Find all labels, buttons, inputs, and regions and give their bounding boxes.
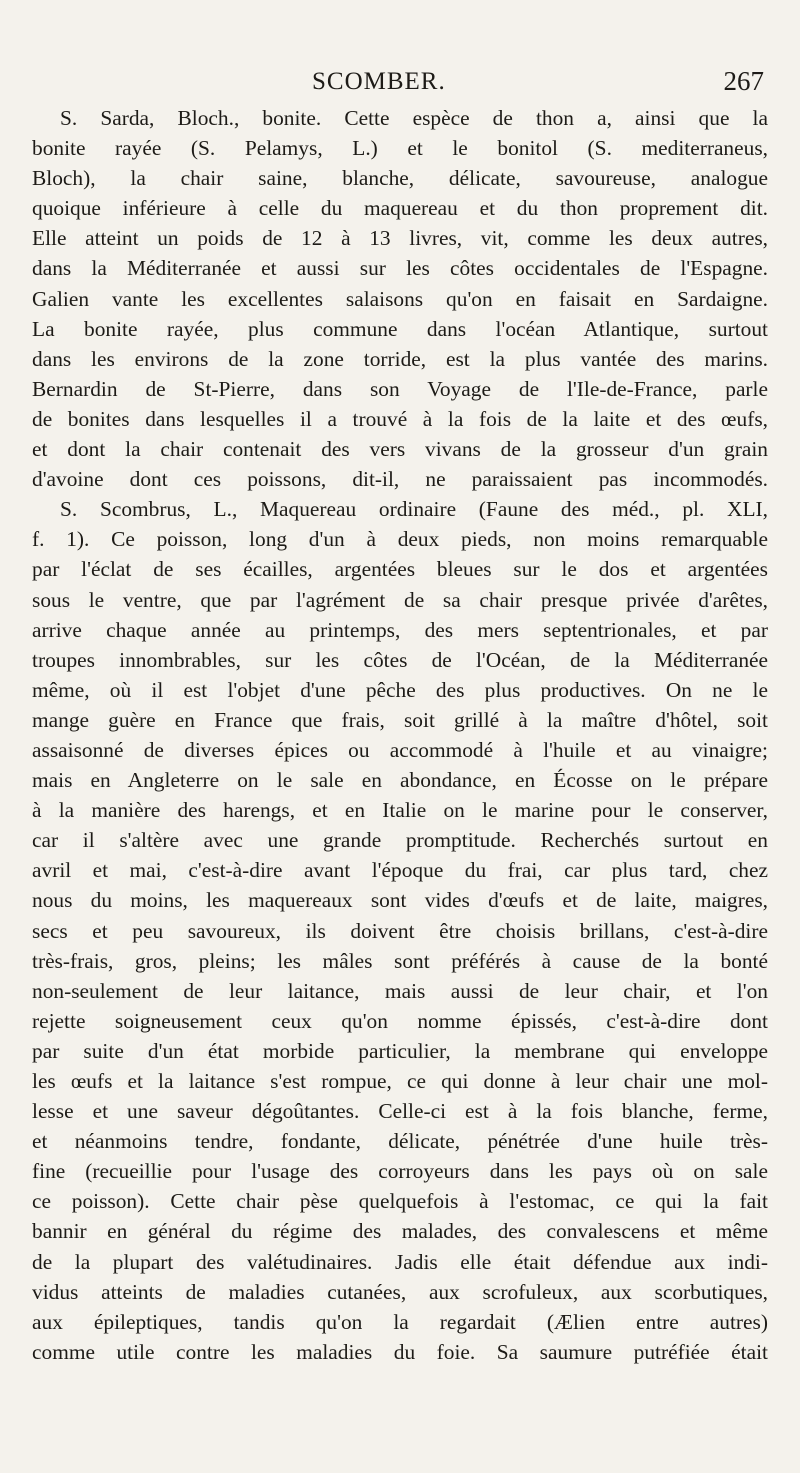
page-number: 267 bbox=[723, 66, 764, 96]
text-line: dans les environs de la zone torride, est la plus vantée des marins. bbox=[32, 346, 768, 371]
text-line: et dont la chair contenait des vers vivans de la grosseur d'un grain bbox=[32, 437, 768, 462]
text-line: La bonite rayée, plus commune dans l'océan Atlantique, surtout bbox=[32, 316, 768, 341]
text-line: très-frais, gros, pleins; les mâles sont préférés à cause de la bonté bbox=[32, 948, 768, 973]
text-line: car il s'altère avec une grande promptitude. Recherchés surtout en bbox=[32, 828, 768, 853]
text-line: Bloch), la chair saine, blanche, délicate, savoureuse, analogue bbox=[32, 166, 768, 191]
text-line: non-seulement de leur laitance, mais aussi de leur chair, et l'on bbox=[32, 978, 768, 1003]
text-line: troupes innombrables, sur les côtes de l'Océan, de la Méditerranée bbox=[32, 647, 768, 672]
text-line: même, où il est l'objet d'une pêche des plus productives. On ne le bbox=[32, 677, 768, 702]
text-line: assaisonné de diverses épices ou accommodé à l'huile et au vinaigre; bbox=[32, 737, 768, 762]
text-line: f. 1). Ce poisson, long d'un à deux pieds, non moins remarquable bbox=[32, 527, 768, 552]
text-line: bannir en général du régime des malades, des convalescens et même bbox=[32, 1219, 768, 1244]
text-line: ce poisson). Cette chair pèse quelquefois à l'estomac, ce qui la fait bbox=[32, 1189, 768, 1214]
text-line: Elle atteint un poids de 12 à 13 livres, vit, comme les deux autres, bbox=[32, 226, 768, 251]
text-line: à la manière des harengs, et en Italie on le marine pour le conserver, bbox=[32, 798, 768, 823]
text-line: sous le ventre, que par l'agrément de sa chair presque privée d'arêtes, bbox=[32, 587, 768, 612]
text-line: les œufs et la laitance s'est rompue, ce qui donne à leur chair une mol- bbox=[32, 1069, 768, 1093]
running-title: SCOMBER. bbox=[312, 68, 446, 95]
text-line: S. Scombrus, L., Maquereau ordinaire (Faune des méd., pl. XLI, bbox=[60, 497, 768, 522]
text-line: S. Sarda, Bloch., bonite. Cette espèce de thon a, ainsi que la bbox=[60, 106, 768, 130]
text-line: arrive chaque année au printemps, des mers septentrionales, et par bbox=[32, 617, 768, 642]
text-line: par l'éclat de ses écailles, argentées bleues sur le dos et argentées bbox=[32, 557, 768, 582]
text-line: mange guère en France que frais, soit grillé à la maître d'hôtel, soit bbox=[32, 707, 768, 732]
text-line: secs et peu savoureux, ils doivent être choisis brillans, c'est-à-dire bbox=[32, 918, 768, 943]
text-line: quoique inférieure à celle du maquereau et du thon proprement dit. bbox=[32, 196, 768, 221]
text-line: de la plupart des valétudinaires. Jadis elle était défendue aux indi- bbox=[32, 1249, 768, 1274]
text-line: lesse et une saveur dégoûtantes. Celle-ci est à la fois blanche, ferme, bbox=[32, 1099, 768, 1124]
text-line: mais en Angleterre on le sale en abondance, en Écosse on le prépare bbox=[32, 768, 768, 793]
text-line: bonite rayée (S. Pelamys, L.) et le bonitol (S. mediterraneus, bbox=[32, 136, 768, 161]
text-line: avril et mai, c'est-à-dire avant l'époque du frai, car plus tard, chez bbox=[32, 858, 768, 883]
text-line: Galien vante les excellentes salaisons qu'on en faisait en Sardaigne. bbox=[32, 286, 768, 311]
text-line: de bonites dans lesquelles il a trouvé à la fois de la laite et des œufs, bbox=[32, 406, 768, 431]
text-line: rejette soigneusement ceux qu'on nomme épissés, c'est-à-dire dont bbox=[32, 1008, 768, 1033]
body-text bbox=[32, 103, 768, 1367]
text-line: comme utile contre les maladies du foie. Sa saumure putréfiée était bbox=[32, 1339, 768, 1364]
text-line: aux épileptiques, tandis qu'on la regardait (Ælien entre autres) bbox=[32, 1309, 768, 1334]
text-line: et néanmoins tendre, fondante, délicate, pénétrée d'une huile très- bbox=[32, 1129, 768, 1154]
text-line: vidus atteints de maladies cutanées, aux scrofuleux, aux scorbutiques, bbox=[32, 1279, 768, 1304]
text-line: d'avoine dont ces poissons, dit-il, ne paraissaient pas incommodés. bbox=[32, 467, 768, 492]
text-line: par suite d'un état morbide particulier, la membrane qui enveloppe bbox=[32, 1038, 768, 1063]
text-line: fine (recueillie pour l'usage des corroyeurs dans les pays où on sale bbox=[32, 1159, 768, 1184]
text-line: dans la Méditerranée et aussi sur les côtes occidentales de l'Espagne. bbox=[32, 256, 768, 281]
text-line: Bernardin de St-Pierre, dans son Voyage de l'Ile-de-France, parle bbox=[32, 376, 768, 401]
text-line: nous du moins, les maquereaux sont vides d'œufs et de laite, maigres, bbox=[32, 888, 768, 913]
running-head bbox=[0, 68, 800, 108]
